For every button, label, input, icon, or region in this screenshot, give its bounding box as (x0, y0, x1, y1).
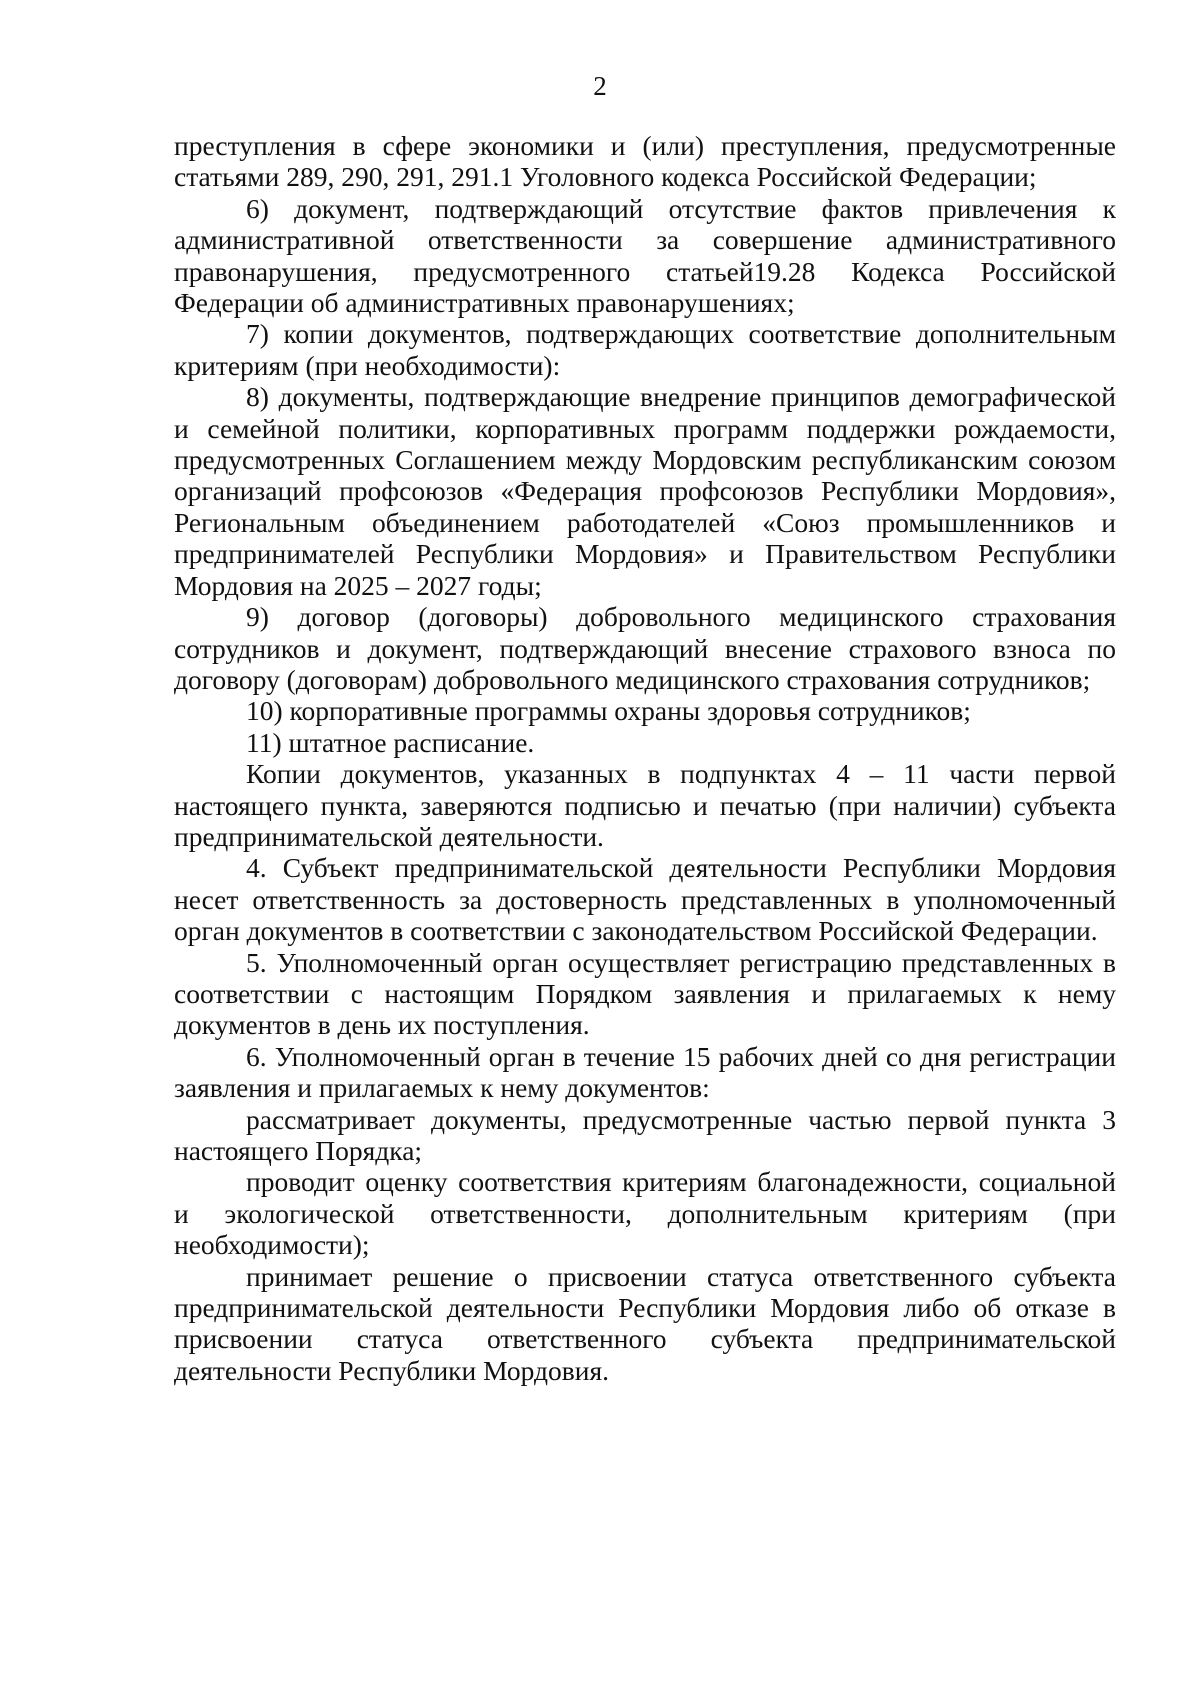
paragraph-item-11: 11) штатное расписание. (246, 726, 535, 758)
page-number: 2 (593, 71, 607, 101)
paragraph-item-9: 9) договор (договоры) добровольного медицинского страхования сотрудников и документ, подтверждающий внесение страхового взноса по договору (договорам) добровольного медицинского страхования сотрудников; (174, 601, 1116, 695)
paragraph-clause-6-decision: принимает решение о присвоении статуса ответственного субъекта предпринимательской деятельности Республики Мордовия либо об отказе в присвоении статуса ответственного субъекта предпринимательской деятельности Республики Мордовия. (174, 1260, 1116, 1386)
paragraph-continuation: преступления в сфере экономики и (или) преступления, предусмотренные статьями 289, 290, 291, 291.1 Уголовного кодекса Российской Федерации; (174, 130, 1116, 193)
paragraph-clause-5: 5. Уполномоченный орган осуществляет регистрацию представленных в соответствии с настоящим Порядком заявления и прилагаемых к нему документов в день их поступления. (174, 946, 1116, 1041)
paragraph-clause-6-review: рассматривает документы, предусмотренные частью первой пункта 3 настоящего Порядка; (174, 1103, 1116, 1166)
paragraph-item-6: 6) документ, подтверждающий отсутствие фактов привлечения к административной ответственности за совершение административного правонарушения, предусмотренного статьей19.28 Кодекса Российской Федерации об административных правонарушениях; (174, 192, 1116, 319)
paragraph-clause-4: 4. Субъект предпринимательской деятельности Республики Мордовия несет ответственность за достоверность представленных в уполномоченный орган документов в соответствии с законодательством Российской Федерации. (174, 852, 1116, 947)
paragraph-copies-certification: Копии документов, указанных в подпунктах 4 – 11 части первой настоящего пункта, заверяются подписью и печатью (при наличии) субъекта предпринимательской деятельности. (174, 758, 1116, 852)
document-body (174, 130, 1116, 1386)
paragraph-item-10: 10) корпоративные программы охраны здоровья сотрудников; (246, 695, 971, 727)
paragraph-item-7: 7) копии документов, подтверждающих соответствие дополнительным критериям (при необходимости): (174, 318, 1116, 381)
paragraph-item-8: 8) документы, подтверждающие внедрение принципов демографической и семейной политики, корпоративных программ поддержки рождаемости, предусмотренных Соглашением между Мордовским республиканским союзом организаций профсоюзов «Федерация профсоюзов Республики Мордовия», Региональным объединением работодателей «Союз промышленников и предпринимателей Республики Мордовия» и Правительством Республики Мордовия на 2025 – 2027 годы; (174, 381, 1116, 601)
paragraph-clause-6-assessment: проводит оценку соответствия критериям благонадежности, социальной и экологической ответственности, дополнительным критериям (при необходимости); (174, 1166, 1116, 1261)
paragraph-clause-6: 6. Уполномоченный орган в течение 15 рабочих дней со дня регистрации заявления и прилагаемых к нему документов: (174, 1040, 1116, 1104)
